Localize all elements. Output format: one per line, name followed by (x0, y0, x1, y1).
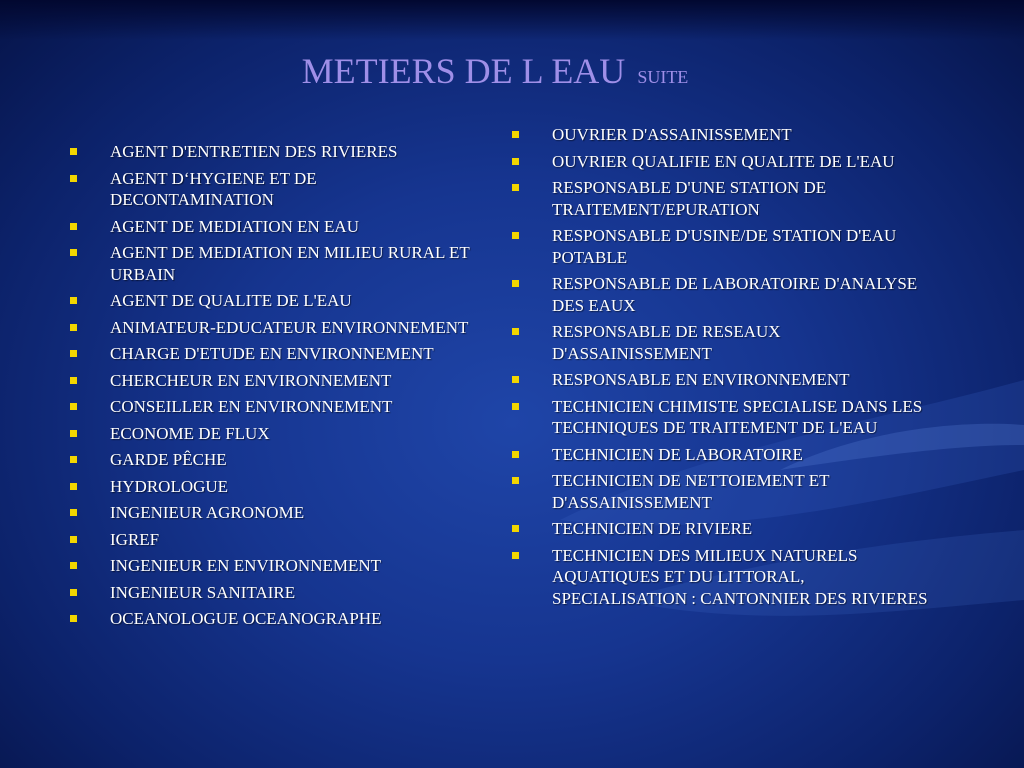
list-item (70, 141, 480, 163)
list-item-text: HYDROLOGUE (110, 476, 229, 496)
list-item-text: OUVRIER D'ASSAINISSEMENT (552, 125, 792, 144)
list-item (70, 168, 480, 211)
list-item-text: INGENIEUR SANITAIRE (110, 582, 296, 602)
list-item-text: TECHNICIEN DE RIVIERE (552, 519, 753, 538)
list-item-text: RESPONSABLE D'USINE/DE STATION D'EAU POTABLE (552, 226, 897, 267)
square-bullet-icon (70, 223, 77, 230)
square-bullet-icon (70, 615, 77, 622)
list-item-text: AGENT DE MEDIATION EN EAU (110, 216, 359, 236)
square-bullet-icon (512, 403, 519, 410)
square-bullet-icon (512, 328, 519, 335)
list-item-text: RESPONSABLE DE LABORATOIRE D'ANALYSE DES EAUX (552, 274, 918, 315)
list-item (70, 555, 480, 577)
square-bullet-icon (512, 552, 519, 559)
square-bullet-icon (512, 131, 519, 138)
list-item (70, 290, 480, 312)
square-bullet-icon (512, 477, 519, 484)
square-bullet-icon (512, 232, 519, 239)
square-bullet-icon (70, 483, 77, 490)
right-job-list (512, 124, 932, 614)
list-item (512, 470, 932, 513)
left-job-list (70, 141, 480, 635)
list-item-text: IGREF (110, 529, 160, 549)
square-bullet-icon (70, 456, 77, 463)
list-item-text: OCEANOLOGUE OCEANOGRAPHE (110, 609, 382, 628)
list-item (70, 423, 480, 445)
list-item (512, 124, 932, 146)
list-item (70, 502, 480, 524)
list-item (70, 242, 480, 285)
list-item-text: TECHNICIEN DES MILIEUX NATURELS AQUATIQUES ET DU LITTORAL, SPECIALISATION : CANTONNIER DES RIVIERES (552, 545, 928, 608)
list-item-text: CHERCHEUR EN ENVIRONNEMENT (110, 370, 392, 390)
square-bullet-icon (512, 451, 519, 458)
square-bullet-icon (512, 376, 519, 383)
list-item-text: CONSEILLER EN ENVIRONNEMENT (110, 397, 393, 416)
square-bullet-icon (512, 280, 519, 287)
list-item-text: AGENT D‘HYGIENE ET DE DECONTAMINATION (110, 168, 317, 209)
list-item-text: ECONOME DE FLUX (110, 423, 270, 443)
list-item (70, 529, 480, 551)
square-bullet-icon (70, 297, 77, 304)
title-suffix: suite (637, 60, 689, 89)
square-bullet-icon (70, 324, 77, 331)
square-bullet-icon (70, 589, 77, 596)
square-bullet-icon (70, 430, 77, 437)
list-item (70, 343, 480, 365)
title-text: METIERS DE L EAU (301, 51, 626, 91)
square-bullet-icon (70, 175, 77, 182)
list-item (512, 225, 932, 268)
list-item-text: RESPONSABLE EN ENVIRONNEMENT (552, 370, 850, 389)
list-item (70, 317, 480, 339)
list-item (512, 396, 932, 439)
list-item-text: GARDE PÊCHE (110, 450, 227, 469)
list-item (512, 518, 932, 540)
list-item-text: ANIMATEUR-EDUCATEUR ENVIRONNEMENT (110, 317, 469, 337)
list-item-text: TECHNICIEN DE NETTOIEMENT ET D'ASSAINISSEMENT (552, 471, 830, 512)
list-item-text: INGENIEUR EN ENVIRONNEMENT (110, 556, 382, 575)
list-item-text: CHARGE D'ETUDE EN ENVIRONNEMENT (110, 344, 434, 363)
list-item (70, 370, 480, 392)
list-item (70, 476, 480, 498)
square-bullet-icon (70, 377, 77, 384)
list-item-text: TECHNICIEN DE LABORATOIRE (552, 444, 803, 464)
square-bullet-icon (70, 509, 77, 516)
square-bullet-icon (70, 249, 77, 256)
list-item-text: AGENT DE QUALITE DE L'EAU (110, 291, 352, 310)
list-item (70, 216, 480, 238)
square-bullet-icon (70, 403, 77, 410)
list-item (512, 444, 932, 466)
list-item (70, 449, 480, 471)
square-bullet-icon (70, 562, 77, 569)
square-bullet-icon (512, 158, 519, 165)
list-item-text: AGENT DE MEDIATION EN MILIEU RURAL ET URBAIN (110, 243, 470, 284)
list-item-text: OUVRIER QUALIFIE EN QUALITE DE L'EAU (552, 151, 895, 171)
square-bullet-icon (512, 184, 519, 191)
list-item-text: INGENIEUR AGRONOME (110, 503, 305, 522)
list-item-text: AGENT D'ENTRETIEN DES RIVIERES (110, 142, 398, 161)
list-item (512, 273, 932, 316)
slide-title (0, 50, 990, 92)
square-bullet-icon (70, 148, 77, 155)
square-bullet-icon (70, 536, 77, 543)
list-item (512, 545, 932, 610)
list-item (512, 177, 932, 220)
list-item (512, 369, 932, 391)
list-item (70, 582, 480, 604)
square-bullet-icon (512, 525, 519, 532)
list-item (512, 151, 932, 173)
list-item-text: RESPONSABLE D'UNE STATION DE TRAITEMENT/EPURATION (552, 178, 827, 219)
list-item (70, 608, 480, 630)
list-item (70, 396, 480, 418)
square-bullet-icon (70, 350, 77, 357)
list-item (512, 321, 932, 364)
list-item-text: RESPONSABLE DE RESEAUX D'ASSAINISSEMENT (552, 322, 781, 363)
list-item-text: TECHNICIEN CHIMISTE SPECIALISE DANS LES TECHNIQUES DE TRAITEMENT DE L'EAU (552, 396, 923, 437)
